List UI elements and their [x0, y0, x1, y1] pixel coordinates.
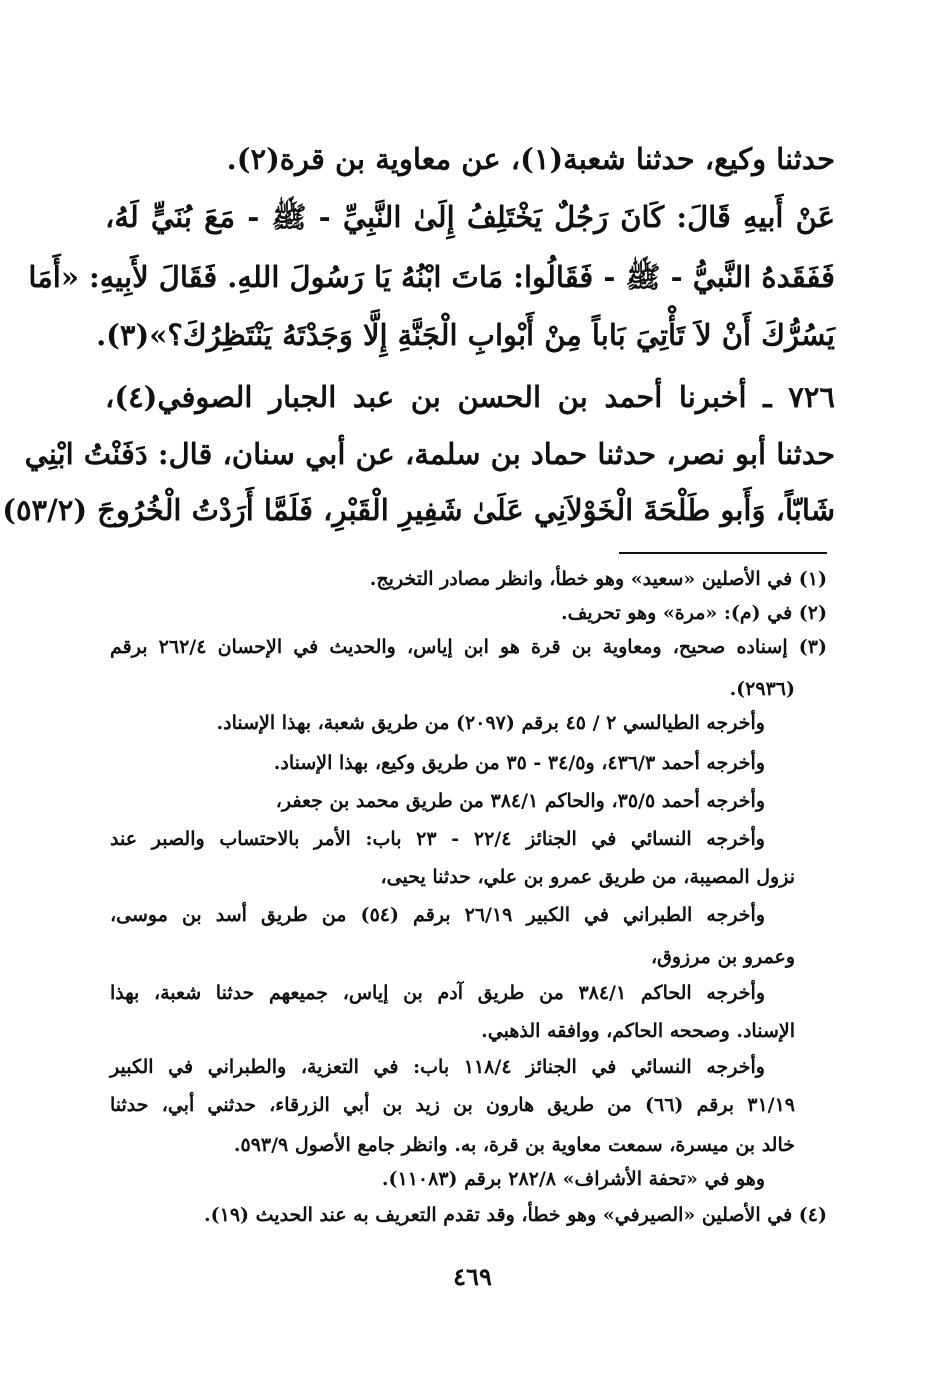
footnote-line: الإسناد. وصححه الحاكم، ووافقه الذهبي.: [481, 1020, 795, 1042]
main-text-line: ٧٢٦ ـ أخبرنا أحمد بن الحسن بن عبد الجبار الصوفي(٤)،: [105, 380, 835, 414]
main-text-line: حدثنا وكيع، حدثنا شعبة(١)، عن معاوية بن قرة(٢).: [226, 142, 835, 176]
footnote-line: وهو في «تحفة الأشراف» ٢٨٢/٨ برقم (١١٠٨٣).: [381, 1168, 765, 1190]
footnote-line: نزول المصيبة، من طريق عمرو بن علي، حدثنا يحيى،: [380, 866, 795, 888]
footnote-line: (٢٩٣٦).: [729, 678, 795, 700]
main-text-line: حدثنا أبو نصر، حدثنا حماد بن سلمة، عن أبي سنان، قال: دَفَنْتُ ابْنِي: [24, 437, 835, 471]
footnote-line: (٣) إسناده صحيح، ومعاوية بن قرة هو ابن إياس، والحديث في الإحسان ٢٦٢/٤ برقم: [110, 636, 827, 658]
footnote-line: وعمرو بن مرزوق،: [650, 946, 795, 968]
main-text-line: عَنْ أَبيهِ قَالَ: كَانَ رَجُلٌ يَخْتَلِفُ إِلَىٰ النَّبِيِّ - ﷺ - مَعَ بُنَيٍّ لَهُ،: [105, 200, 835, 234]
footnote-line: ٣١/١٩ برقم (٦٦) من طريق هارون بن زيد بن أبي الزرقاء، حدثني أبي، حدثنا: [110, 1094, 795, 1116]
footnote-line: وأخرجه الطبراني في الكبير ٢٦/١٩ برقم (٥٤) من طريق أسد بن موسى،: [110, 904, 766, 926]
footnote-line: وأخرجه الحاكم ٣٨٤/١ من طريق آدم بن إياس، جميعهم حدثنا شعبة، بهذا: [110, 982, 765, 1004]
main-text-line: فَفَقَدهُ النَّبيُّ - ﷺ - فَقَالُوا: مَاتَ ابْنُهُ يَا رَسُولَ اللهِ. فَقَالَ لأَبِيهِ: «أَمَا: [28, 260, 835, 294]
footnote-line: وأخرجه النسائي في الجنائز ٢٢/٤ - ٢٣ باب: الأمر بالاحتساب والصبر عند: [110, 828, 765, 850]
footnote-line: (١) في الأصلين «سعيد» وهو خطأ، وانظر مصادر التخريج.: [369, 568, 827, 590]
footnote-separator: [619, 552, 827, 554]
footnote-line: خالد بن ميسرة، سمعت معاوية بن قرة، به. وانظر جامع الأصول ٥٩٣/٩.: [233, 1134, 795, 1156]
footnote-line: (٤) في الأصلين «الصيرفي» وهو خطأ، وقد تقدم التعريف به عند الحديث (١٩).: [204, 1204, 827, 1226]
main-text-line: يَسُرُّكَ أَنْ لاَ تَأْتِيَ بَاباً مِنْ أَبْوابِ الْجَنَّةِ إِلَّا وَجَدْتَهُ يَنْتَظِرُكَ؟»(٣).: [96, 318, 835, 352]
footnote-line: وأخرجه أحمد ٣٥/٥، والحاكم ٣٨٤/١ من طريق محمد بن جعفر،: [275, 790, 765, 812]
page-number: ٤٦٩: [453, 1262, 492, 1291]
main-text-line: شَابّاً، وَأَبو طَلْحَةَ الْخَوْلاَنِي عَلَىٰ شَفِيرِ الْقَبْرِ، فَلَمَّا أَرَدْتُ الْخُرُوجَ (٥٣/٢): [2, 493, 835, 527]
footnote-line: (٢) في (م): «مرة» وهو تحريف.: [561, 602, 827, 624]
footnote-line: وأخرجه الطيالسي ٢ / ٤٥ برقم (٢٠٩٧) من طريق شعبة، بهذا الإسناد.: [216, 712, 765, 734]
footnote-line: وأخرجه أحمد ٤٣٦/٣، و٣٤/٥ - ٣٥ من طريق وكيع، بهذا الإسناد.: [273, 752, 765, 774]
footnote-line: وأخرجه النسائي في الجنائز ١١٨/٤ باب: في التعزية، والطبراني في الكبير: [110, 1056, 765, 1078]
